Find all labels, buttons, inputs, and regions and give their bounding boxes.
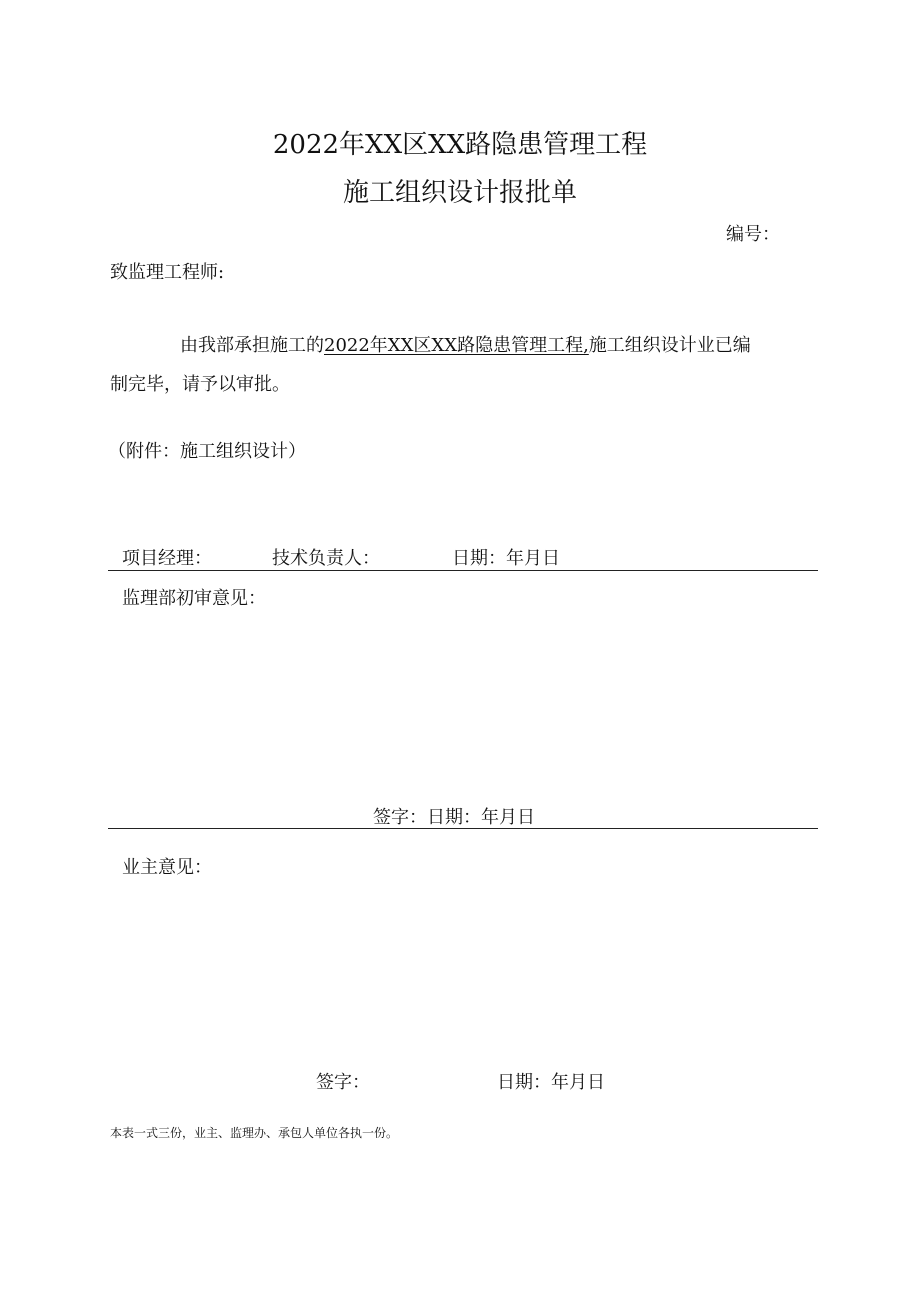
body-paragraph-line2: 制完毕，请予以审批。 [110, 374, 290, 395]
body-suffix: 施工组织设计业已编 [588, 335, 751, 356]
attachment-note: （附件：施工组织设计） [108, 441, 306, 462]
technical-lead-label: 技术负责人： [272, 548, 380, 569]
contractor-date-label: 日期：年月日 [452, 548, 560, 569]
supervisor-sign-line: 签字：日期：年月日 [373, 807, 535, 828]
project-name: 2022年XX区XX路隐患管理工程, [324, 335, 589, 356]
document-title-line1: 2022年XX区XX路隐患管理工程 [272, 130, 648, 160]
section-divider-1 [108, 570, 818, 571]
section-divider-2 [108, 828, 818, 829]
body-prefix: 由我部承担施工的 [180, 335, 324, 356]
document-title-line2: 施工组织设计报批单 [342, 178, 577, 208]
body-paragraph-line1 [180, 331, 751, 357]
owner-opinion-label: 业主意见： [122, 857, 212, 878]
addressee: 致监理工程师: [110, 262, 225, 283]
serial-number-label: 编号： [726, 224, 780, 245]
supervisor-opinion-label: 监理部初审意见： [122, 588, 266, 609]
project-manager-label: 项目经理： [122, 548, 212, 569]
owner-sign-label: 签字： [316, 1072, 370, 1093]
footnote: 本表一式三份，业主、监理办、承包人单位各执一份。 [110, 1126, 399, 1140]
owner-date-label: 日期：年月日 [497, 1072, 605, 1093]
